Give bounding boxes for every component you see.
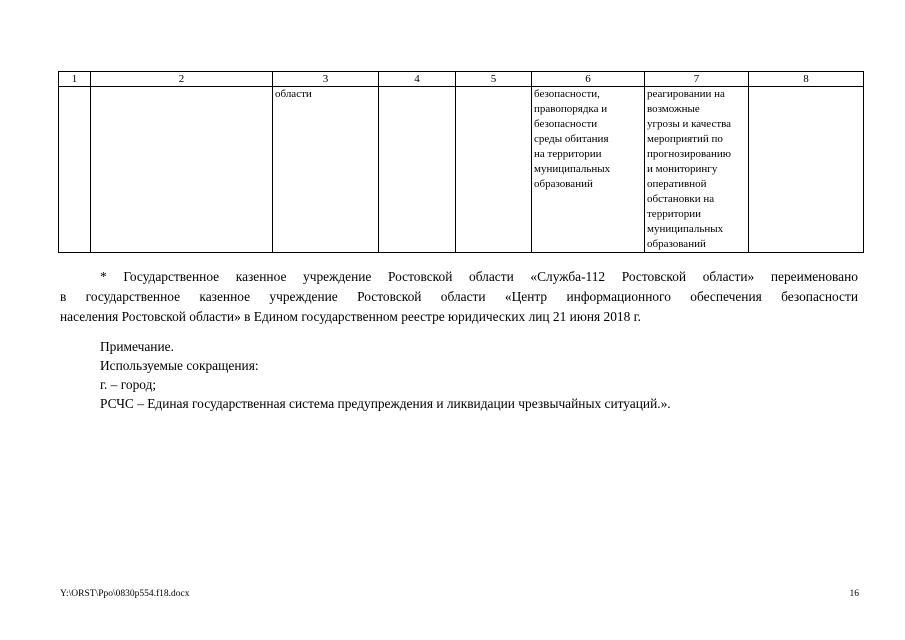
column-number-4: 4 xyxy=(379,72,456,87)
cell-col2 xyxy=(91,87,273,253)
footnote-line: * Государственное казенное учреждение Ростовской области «Служба-112 Ростовской области» переименовано xyxy=(100,269,858,284)
cell-col7-line: и мониторингу xyxy=(647,163,718,175)
abbreviation-item: РСЧС – Единая государственная система предупреждения и ликвидации чрезвычайных ситуаций.». xyxy=(100,396,671,411)
footnote-paragraph xyxy=(60,267,858,327)
cell-col7-line: прогнозированию xyxy=(647,148,731,160)
cell-col7-line: образований xyxy=(647,238,706,250)
cell-col7-line: мероприятий по xyxy=(647,133,723,145)
column-number-6: 6 xyxy=(532,72,645,87)
cell-col1 xyxy=(59,87,91,253)
column-number-row xyxy=(59,72,864,87)
abbreviation-item: г. – город; xyxy=(100,377,157,392)
footnote-line: населения Ростовской области» в Едином государственном реестре юридических лиц 21 июня 2018 г. xyxy=(60,309,641,324)
cell-col7-line: реагировании на xyxy=(647,88,725,100)
cell-col6-line: среды обитания xyxy=(534,133,609,145)
cell-col6-line: безопасности, xyxy=(534,88,600,100)
cell-col3 xyxy=(273,87,379,253)
note-title: Примечание. xyxy=(100,339,174,354)
cell-col3-line: области xyxy=(275,88,312,100)
cell-col7-line: муниципальных xyxy=(647,223,724,235)
abbreviations-heading: Используемые сокращения: xyxy=(100,358,259,373)
table-row xyxy=(59,87,864,253)
cell-col6-line: безопасности xyxy=(534,118,598,130)
cell-col6 xyxy=(532,87,645,253)
file-path-footer: Y:\ORST\Ppo\0830p554.f18.docx xyxy=(60,589,190,599)
note-block xyxy=(100,337,671,413)
column-number-3: 3 xyxy=(273,72,379,87)
cell-col6-line: на территории xyxy=(534,148,602,160)
cell-col7-line: возможные xyxy=(647,103,700,115)
cell-col6-line: образований xyxy=(534,178,593,190)
cell-col7-line: территории xyxy=(647,208,702,220)
cell-col7-line: угрозы и качества xyxy=(647,118,732,130)
cell-col7 xyxy=(645,87,749,253)
footnote-line: в государственное казенное учреждение Ростовской области «Центр информационного обеспечения безопасности xyxy=(60,289,858,304)
page-number: 16 xyxy=(849,589,859,599)
cell-col4 xyxy=(379,87,456,253)
cell-col6-line: муниципальных xyxy=(534,163,611,175)
cell-col6-line: правопорядка и xyxy=(534,103,608,115)
column-number-2: 2 xyxy=(91,72,273,87)
cell-col5 xyxy=(456,87,532,253)
column-number-5: 5 xyxy=(456,72,532,87)
data-table xyxy=(58,71,864,253)
column-number-1: 1 xyxy=(59,72,91,87)
cell-col7-line: оперативной xyxy=(647,178,707,190)
column-number-7: 7 xyxy=(645,72,749,87)
cell-col7-line: обстановки на xyxy=(647,193,715,205)
cell-col8 xyxy=(749,87,864,253)
column-number-8: 8 xyxy=(749,72,864,87)
